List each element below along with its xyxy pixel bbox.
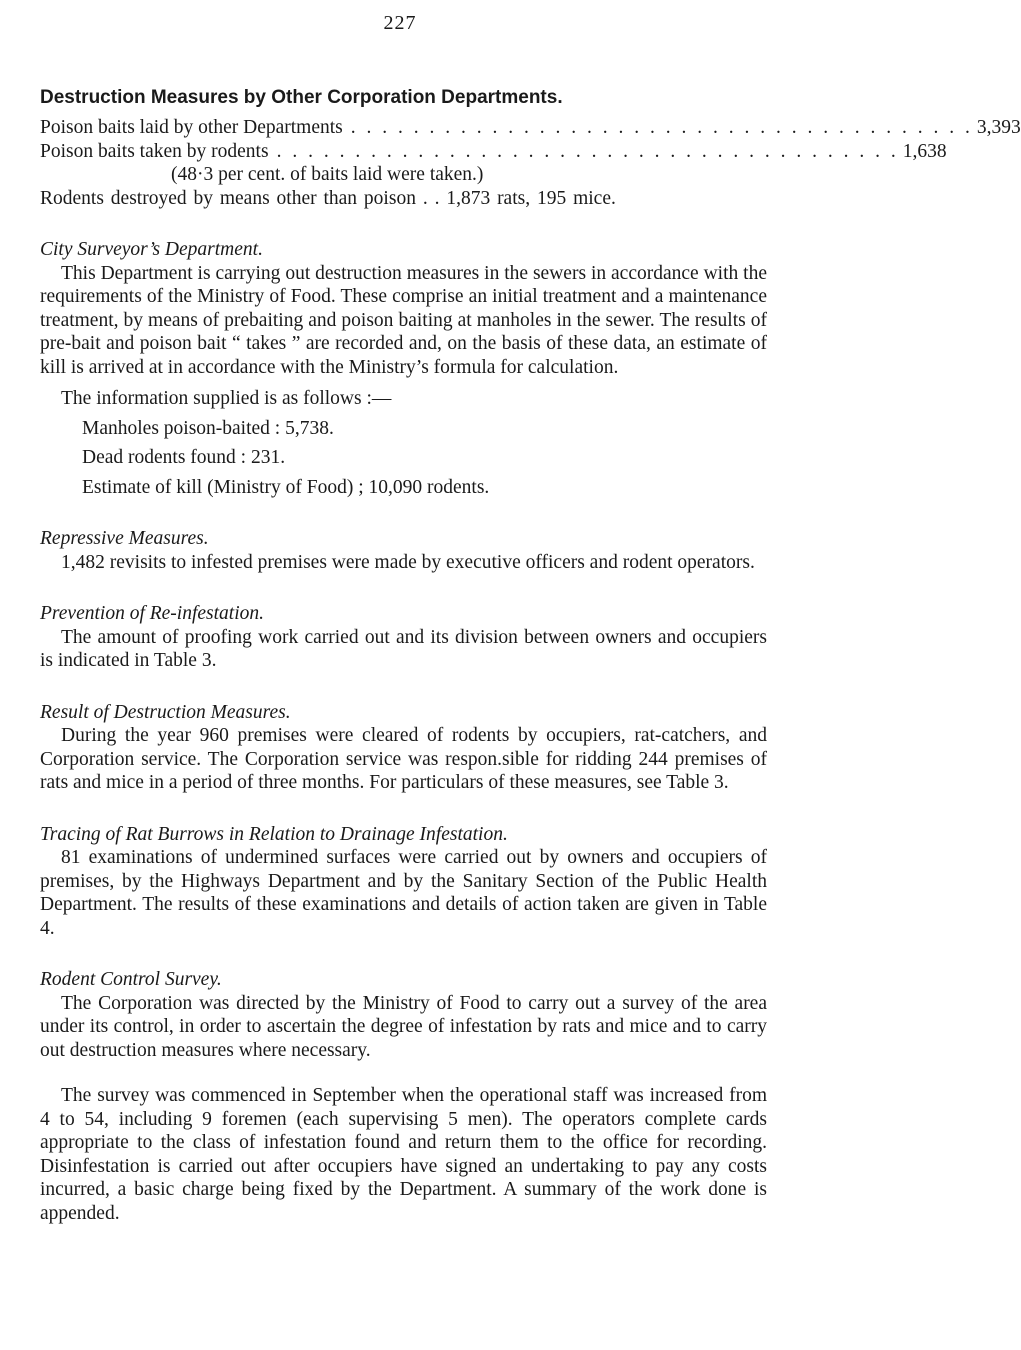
- stat-label: Poison baits taken by rodents: [40, 140, 269, 162]
- section-heading-result: Result of Destruction Measures.: [40, 701, 291, 723]
- stat-note: (48·3 per cent. of baits laid were taken.): [171, 164, 484, 185]
- paragraph: 81 examinations of undermined surfaces were carried out by owners and occupiers of premises, by the Highways Department and by the Sanitary Section of the Public Health Department. The results of these examinations and details of action taken are given in Table 4.: [40, 847, 767, 939]
- stat-value: 3,393: [976, 117, 1021, 138]
- main-heading: Destruction Measures by Other Corporation Departments.: [40, 87, 563, 108]
- list-item: Estimate of kill (Ministry of Food) ; 10,090 rodents.: [82, 476, 490, 498]
- paragraph: This Department is carrying out destruction measures in the sewers in accordance with the requirements of the Ministry of Food. These comprise an initial treatment and a maintenance treatment, by means of prebaiting and poison baiting at manholes in the sewer. The results of pre-bait and poison bait “ takes ” are recorded and, on the basis of these data, an estimate of kill is arrived at in accordance with the Ministry’s formula for calculation.: [40, 262, 767, 378]
- paragraph: The Corporation was directed by the Ministry of Food to carry out a survey of the area under its control, in order to ascertain the degree of infestation by rats and mice and to carry out destruction measures where necessary.: [40, 992, 767, 1061]
- stat-row-rodents-destroyed: Rodents destroyed by means other than poison . . 1,873 rats, 195 mice.: [40, 187, 616, 209]
- paragraph: 1,482 revisits to infested premises were made by executive officers and rodent operators.: [61, 551, 755, 573]
- dot-leader: . . . . . . . . . . . . . . . . . . . . . . . . . . . . . . . . . . . . . . . .: [350, 117, 973, 138]
- stat-label: Poison baits laid by other Departments: [40, 117, 343, 138]
- list-item: Dead rodents found : 231.: [82, 447, 286, 468]
- stat-row-baits-taken: [40, 140, 947, 164]
- list-item: Manholes poison-baited : 5,738.: [82, 417, 334, 439]
- page-number: 227: [383, 12, 417, 34]
- section-heading-survey: Rodent Control Survey.: [40, 969, 222, 990]
- paragraph: The information supplied is as follows :—: [61, 388, 392, 409]
- paragraph: The amount of proofing work carried out and its division between owners and occupiers is indicated in Table 3.: [40, 626, 767, 671]
- section-heading-repressive: Repressive Measures.: [40, 528, 209, 549]
- paragraph: The survey was commenced in September when the operational staff was increased from 4 to 54, including 9 foremen (each supervising 5 men). The operators complete cards appropriate to the class of infestation found and return them to the office for recording. Disinfestation is carried out after occupiers have signed an undertaking to pay any costs incurred, a basic charge being fixed by the Department. A summary of the work done is appended.: [40, 1085, 767, 1224]
- section-heading-surveyor: City Surveyor’s Department.: [40, 239, 263, 260]
- section-heading-prevention: Prevention of Re-infestation.: [40, 603, 265, 624]
- dot-leader: . . . . . . . . . . . . . . . . . . . . . . . . . . . . . . . . . . . . . . . .: [276, 140, 899, 162]
- stat-row-baits-laid: [40, 116, 1021, 140]
- paragraph: During the year 960 premises were cleared of rodents by occupiers, rat-catchers, and Corporation service. The Corporation service was respon.sible for ridding 244 premises of rats and mice in a period of three months. For particulars of these measures, see Table 3.: [40, 725, 767, 793]
- stat-value: 1,638: [902, 140, 947, 162]
- section-heading-tracing: Tracing of Rat Burrows in Relation to Drainage Infestation.: [40, 823, 508, 845]
- document-body: [40, 86, 1021, 1225]
